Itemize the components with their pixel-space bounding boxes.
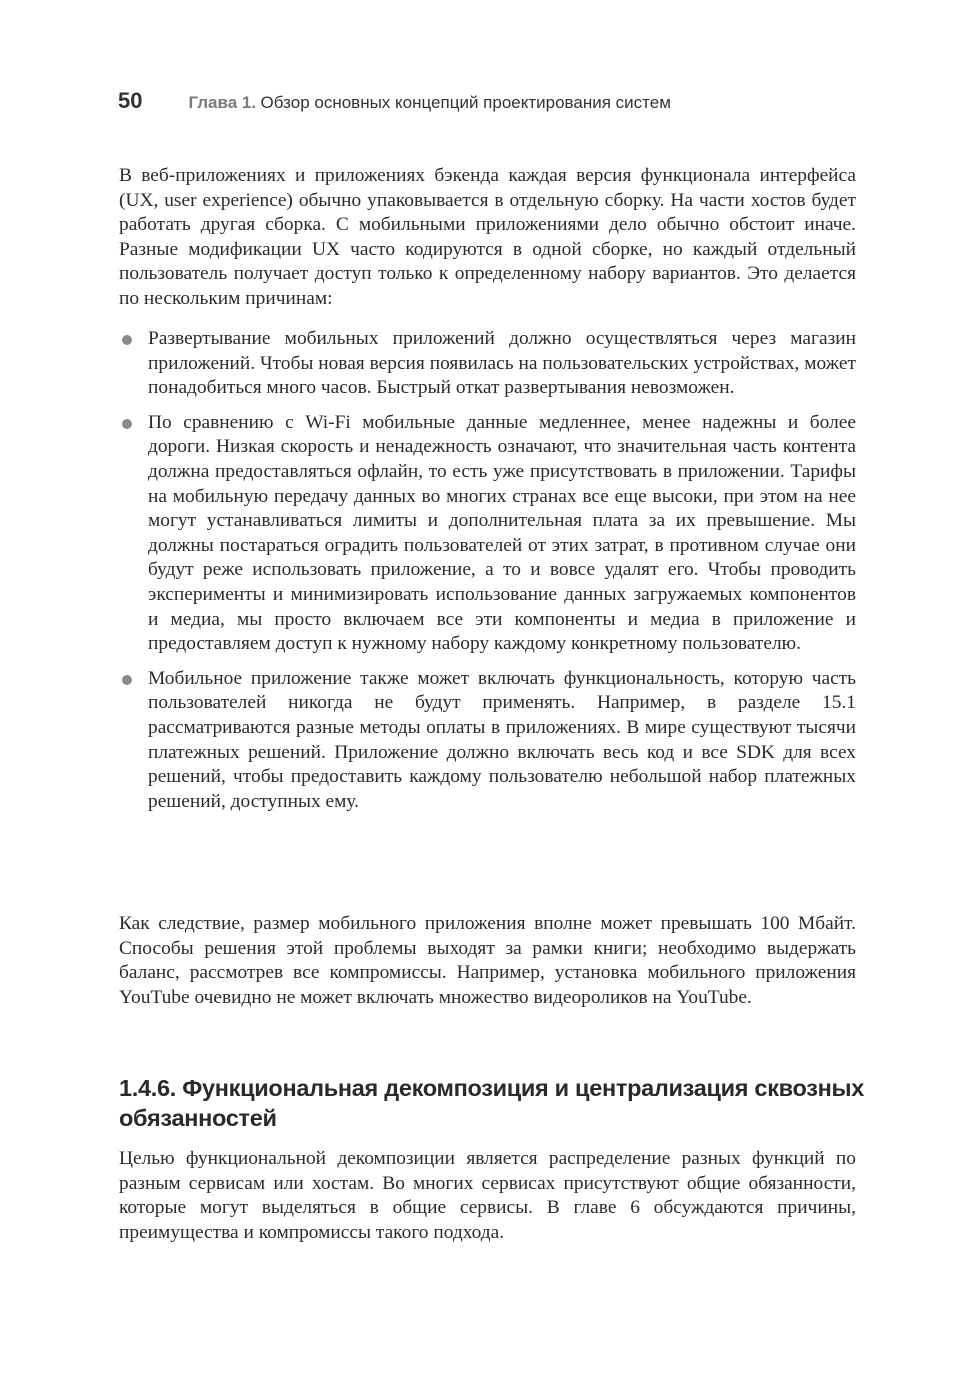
bullet-text: Развертывание мобильных приложений должно осуществляться через магазин приложений. Чтобы новая версия появилась на пользовательских устройствах, может понадобиться много часов. Быстрый откат развертывания невозможен. (148, 328, 856, 399)
bullet-text: По сравнению с Wi-Fi мобильные данные медленнее, менее надежны и более дороги. Низкая скорость и ненадежность означают, что значительная часть контента должна предоставляться офлайн, то есть уже присутствовать в приложении. Тарифы на мобильную передачу данных во многих странах все еще высоки, при этом на нее могут устанавливаться лимиты и дополнительная плата за их превышение. Мы должны постараться оградить пользователей от этих затрат, в противном случае они будут реже использовать приложение, а то и вовсе удалят его. Чтобы проводить эксперименты и минимизировать использование данных загружаемых компонентов и медиа, мы просто включаем все эти компоненты и медиа в приложение и предоставляем доступ к нужному набору каждому конкретному пользователю. (148, 411, 856, 655)
bullet-dot-icon (122, 335, 132, 345)
chapter-title: Обзор основных концепций проектирования систем (260, 93, 671, 112)
bullet-item (119, 411, 856, 657)
bullet-item (119, 667, 856, 815)
page-number: 50 (118, 88, 143, 113)
intro-paragraph: В веб-приложениях и приложениях бэкенда каждая версия функционала интерфейса (UX, user experience) обычно упаковывается в отдельную сборку. На части хостов будет работать другая сборка. С мобильными приложениями дело обычно обстоит иначе. Разные модификации UX часто кодируются в одной сборке, но каждый отдельный пользователь получает доступ только к определенному набору вариантов. Это делается по нескольким причинам: (119, 165, 856, 309)
running-header (118, 88, 671, 114)
bullet-dot-icon (122, 675, 132, 685)
chapter-label: Глава 1. (188, 93, 257, 112)
section-heading: 1.4.6. Функциональная декомпозиция и централизация сквозных обязанностей (119, 1075, 865, 1131)
bullet-list (119, 327, 856, 824)
bullet-text: Мобильное приложение также может включать функциональность, которую часть пользователей никогда не будут применять. Например, в разделе 15.1 рассматриваются разные методы оплаты в приложениях. В мире существуют тысячи платежных решений. Приложение должно включать весь код и все SDK для всех решений, чтобы предоставить каждому пользователю небольшой набор платежных решений, доступных ему. (148, 667, 856, 812)
section-paragraph: Целью функциональной декомпозиции является распределение разных функций по разным сервисам или хостам. Во многих сервисах присутствуют общие обязанности, которые могут выделяться в общие сервисы. В главе 6 обсуждаются причины, преимущества и компромиссы такого подхода. (119, 1148, 856, 1243)
bullet-item (119, 327, 856, 401)
conclusion-paragraph: Как следствие, размер мобильного приложения вполне может превышать 100 Мбайт. Способы решения этой проблемы выходят за рамки книги; необходимо выдержать баланс, рассмотрев все компромиссы. Например, установка мобильного приложения YouTube очевидно не может включать множество видеороликов на YouTube. (119, 913, 856, 1008)
bullet-dot-icon (122, 419, 132, 429)
